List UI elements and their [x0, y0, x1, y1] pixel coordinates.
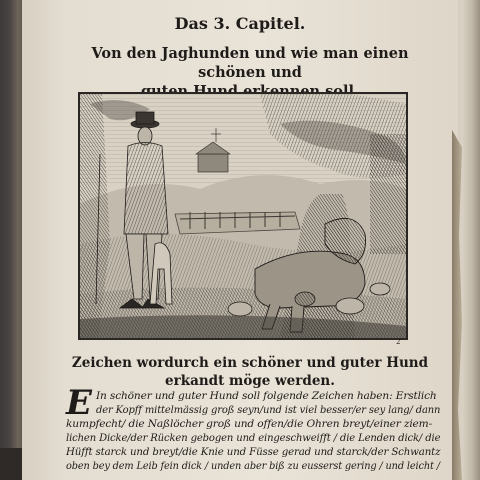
- body-line-1: In schöner und guter Hund soll folgende Zeichen haben: Erstlich: [96, 390, 437, 402]
- drop-cap: E: [66, 383, 92, 423]
- hunter-with-dogs-engraving-icon: [78, 92, 408, 340]
- subtitle-line-1: Von den Jaghunden und wie man einen schönen und: [91, 45, 409, 81]
- body-line-5: Hüfft starck und breyt/die Knie und Füsse gerad und starck/der Schwantz: [66, 446, 441, 458]
- body-line-3: kumpfecht/ die Naßlöcher groß und offen/die Ohren breyt/einer ziem-: [66, 418, 433, 430]
- body-line-4: lichen Dicke/der Rücken gebogen und eingeschweifft / die Lenden dick/ die: [66, 432, 441, 444]
- section-heading-line-2: erkandt möge werden.: [165, 373, 335, 389]
- body-line-2: der Kopff mittelmässig groß seyn/und ist viel besser/er sey lang/ dann: [96, 404, 441, 416]
- chapter-title: Das 3. Capitel.: [174, 14, 306, 33]
- plate-number: 2: [396, 338, 401, 346]
- body-line-6: oben bey dem Leib fein dick / unden aber biß zu eusserst gering / und leicht /: [66, 460, 440, 472]
- section-heading: [60, 354, 440, 390]
- section-heading-line-1: Zeichen wordurch ein schöner und guter Hund: [71, 355, 429, 371]
